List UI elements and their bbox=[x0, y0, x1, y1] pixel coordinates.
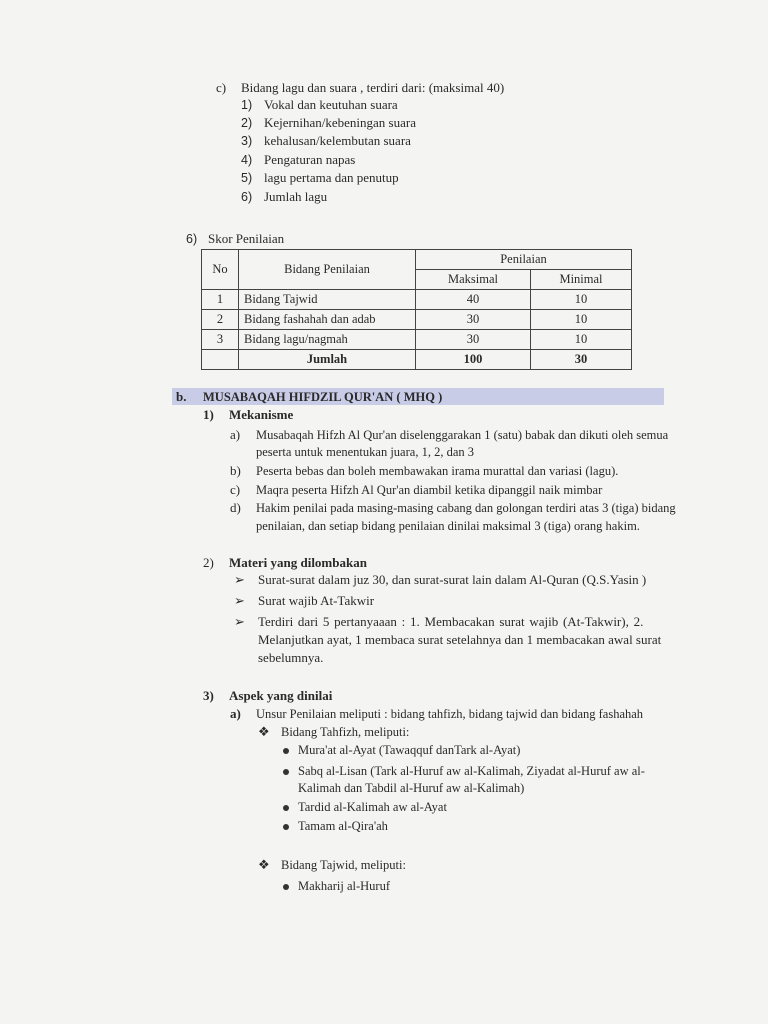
materi-title: Materi yang dilombakan bbox=[229, 555, 367, 570]
tajwid-title: Bidang Tajwid, meliputi: bbox=[281, 858, 406, 872]
total-label: Jumlah bbox=[239, 350, 416, 370]
lagu-item-marker: 2) bbox=[241, 116, 253, 130]
table-row bbox=[202, 310, 632, 330]
lagu-item-marker: 3) bbox=[241, 134, 253, 148]
bullet-icon bbox=[283, 818, 289, 834]
arrow-icon: ➢ bbox=[234, 614, 245, 629]
lagu-marker: c) bbox=[216, 80, 227, 95]
section-title: MUSABAQAH HIFDZIL QUR'AN ( MHQ ) bbox=[203, 390, 443, 404]
mekanisme-item-marker: c) bbox=[230, 482, 241, 497]
aspek-title: Aspek yang dinilai bbox=[229, 688, 333, 703]
aspek-sub-text: Unsur Penilaian meliputi : bidang tahfizh, bidang tajwid dan bidang fashahah bbox=[256, 707, 644, 721]
mekanisme-item-marker: a) bbox=[230, 427, 241, 442]
lagu-item: Vokal dan keutuhan suara bbox=[264, 97, 398, 112]
lagu-item: lagu pertama dan penutup bbox=[264, 170, 399, 185]
cell-maksimal: 40 bbox=[416, 290, 531, 310]
bullet-icon bbox=[283, 878, 289, 894]
mekanisme-marker: 1) bbox=[203, 407, 214, 422]
materi-item-cont: Melanjutkan ayat, 1 membaca surat setelahnya dan 1 membacakan awal surat bbox=[258, 632, 662, 647]
cell-no: 1 bbox=[202, 290, 239, 310]
total-minimal: 30 bbox=[531, 350, 632, 370]
cell-maksimal: 30 bbox=[416, 310, 531, 330]
aspek-marker: 3) bbox=[203, 688, 214, 703]
lagu-item-marker: 4) bbox=[241, 153, 253, 167]
lagu-heading: Bidang lagu dan suara , terdiri dari: (maksimal 40) bbox=[241, 80, 505, 95]
tahfizh-item: Tamam al-Qira'ah bbox=[298, 819, 388, 833]
cell-no: 3 bbox=[202, 330, 239, 350]
section-marker: b. bbox=[176, 389, 187, 404]
arrow-icon: ➢ bbox=[234, 593, 245, 608]
header-bidang: Bidang Penilaian bbox=[239, 250, 416, 290]
mekanisme-item-marker: d) bbox=[230, 500, 241, 515]
tahfizh-item: Mura'at al-Ayat (Tawaqquf danTark al-Ayat) bbox=[298, 743, 521, 757]
aspek-sub-marker: a) bbox=[230, 706, 241, 721]
cell-minimal: 10 bbox=[531, 330, 632, 350]
cell-maksimal: 30 bbox=[416, 330, 531, 350]
materi-item: Surat-surat dalam juz 30, dan surat-surat lain dalam Al-Quran (Q.S.Yasin ) bbox=[258, 572, 647, 587]
tahfizh-title: Bidang Tahfizh, meliputi: bbox=[281, 725, 410, 739]
materi-item: Surat wajib At-Takwir bbox=[258, 593, 375, 608]
mekanisme-item: Hakim penilai pada masing-masing cabang dan golongan terdiri atas 3 (tiga) bidang bbox=[256, 501, 676, 515]
cell-bidang: Bidang Tajwid bbox=[239, 290, 416, 310]
table-row bbox=[202, 330, 632, 350]
skor-title: Skor Penilaian bbox=[208, 231, 285, 246]
cell-minimal: 10 bbox=[531, 310, 632, 330]
materi-item-cont: sebelumnya. bbox=[258, 650, 324, 665]
table-header-row bbox=[202, 250, 632, 270]
bullet-icon bbox=[283, 763, 289, 779]
diamond-bullet-icon: ❖ bbox=[258, 857, 270, 872]
lagu-item: kehalusan/kelembutan suara bbox=[264, 133, 411, 148]
header-no: No bbox=[202, 250, 239, 290]
table-total-row bbox=[202, 350, 632, 370]
mekanisme-item: Peserta bebas dan boleh membawakan irama murattal dan variasi (lagu). bbox=[256, 464, 619, 478]
arrow-icon: ➢ bbox=[234, 572, 245, 587]
mekanisme-item-cont: peserta untuk menentukan juara, 1, 2, dan 3 bbox=[256, 445, 474, 459]
lagu-item: Jumlah lagu bbox=[264, 189, 328, 204]
materi-marker: 2) bbox=[203, 555, 214, 570]
tahfizh-item: Sabq al-Lisan (Tark al-Huruf aw al-Kalimah, Ziyadat al-Huruf aw al- bbox=[298, 764, 645, 778]
mekanisme-item-cont: penilaian, dan setiap bidang penilaian dinilai maksimal 3 (tiga) orang hakim. bbox=[256, 519, 640, 533]
cell-bidang: Bidang lagu/nagmah bbox=[239, 330, 416, 350]
lagu-item-marker: 1) bbox=[241, 98, 253, 112]
skor-marker: 6) bbox=[186, 232, 198, 246]
header-minimal: Minimal bbox=[531, 270, 632, 290]
bullet-icon bbox=[283, 799, 289, 815]
tajwid-item: Makharij al-Huruf bbox=[298, 879, 390, 893]
mekanisme-item-marker: b) bbox=[230, 463, 241, 478]
lagu-item: Kejernihan/kebeningan suara bbox=[264, 115, 416, 130]
header-maksimal: Maksimal bbox=[416, 270, 531, 290]
lagu-item-marker: 6) bbox=[241, 190, 253, 204]
mekanisme-title: Mekanisme bbox=[229, 407, 294, 422]
cell-no: 2 bbox=[202, 310, 239, 330]
lagu-item-marker: 5) bbox=[241, 171, 253, 185]
mekanisme-item: Musabaqah Hifzh Al Qur'an diselenggarakan 1 (satu) babak dan dikuti oleh semua bbox=[256, 428, 669, 442]
cell-empty bbox=[202, 350, 239, 370]
lagu-item: Pengaturan napas bbox=[264, 152, 356, 167]
score-table bbox=[201, 249, 632, 370]
mekanisme-item: Maqra peserta Hifzh Al Qur'an diambil ketika dipanggil naik mimbar bbox=[256, 483, 603, 497]
materi-item: Terdiri dari 5 pertanyaaan : 1. Membacakan surat wajib (At-Takwir), 2. bbox=[258, 614, 644, 629]
total-maksimal: 100 bbox=[416, 350, 531, 370]
cell-bidang: Bidang fashahah dan adab bbox=[239, 310, 416, 330]
tahfizh-item-cont: Kalimah dan Tabdil al-Huruf aw al-Kalimah) bbox=[298, 781, 525, 795]
tahfizh-item: Tardid al-Kalimah aw al-Ayat bbox=[298, 800, 447, 814]
header-penilaian: Penilaian bbox=[416, 250, 632, 270]
cell-minimal: 10 bbox=[531, 290, 632, 310]
diamond-bullet-icon: ❖ bbox=[258, 724, 270, 739]
table-row bbox=[202, 290, 632, 310]
bullet-icon bbox=[283, 742, 289, 758]
